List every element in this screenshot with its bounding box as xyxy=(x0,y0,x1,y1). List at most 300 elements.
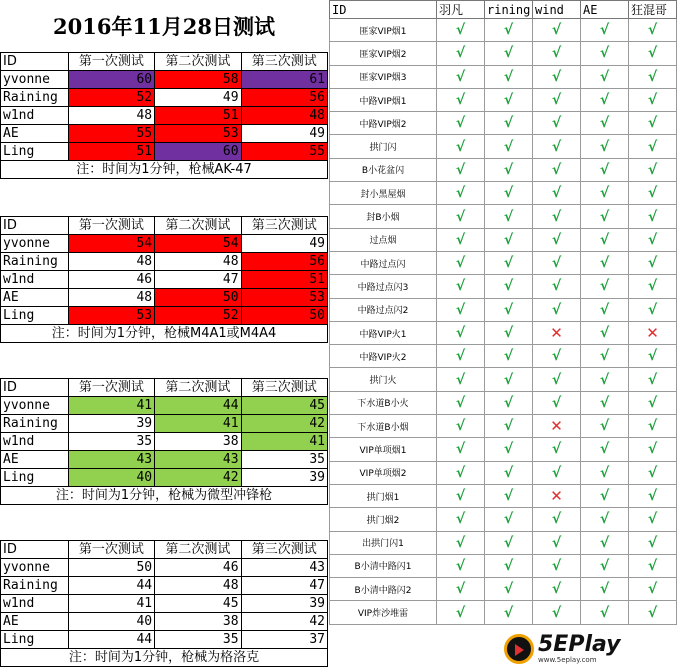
score-cell: 48 xyxy=(155,253,241,271)
mark-cell xyxy=(629,205,677,228)
mark-cell xyxy=(629,531,677,554)
check-icon: √ xyxy=(503,208,514,225)
score-cell: 61 xyxy=(241,71,327,89)
skill-row xyxy=(330,298,677,321)
table-row xyxy=(1,631,328,649)
check-icon: √ xyxy=(599,92,610,109)
skill-row xyxy=(330,578,677,601)
table-header-row xyxy=(1,379,328,397)
check-icon: √ xyxy=(647,68,658,85)
mark-cell xyxy=(533,88,581,111)
mark-cell xyxy=(485,508,533,531)
skill-row xyxy=(330,554,677,577)
mark-cell xyxy=(437,368,485,391)
skill-label: 匪家VIP烟3 xyxy=(330,65,437,88)
brand-logo xyxy=(504,632,654,666)
check-icon: √ xyxy=(503,464,514,481)
mark-cell xyxy=(485,182,533,205)
check-icon: √ xyxy=(599,557,610,574)
mark-cell xyxy=(533,508,581,531)
check-icon: √ xyxy=(455,208,466,225)
check-icon: √ xyxy=(455,325,466,341)
player-header: AE xyxy=(581,1,629,19)
check-icon: √ xyxy=(599,348,610,365)
table-note: 注：时间为1分钟，枪械为格洛克 xyxy=(1,649,328,667)
score-cell: 42 xyxy=(241,415,327,433)
table-row xyxy=(1,143,328,161)
check-icon: √ xyxy=(647,418,658,435)
mark-cell xyxy=(581,135,629,158)
check-icon: √ xyxy=(503,371,514,388)
score-cell: 40 xyxy=(68,613,154,631)
check-icon: √ xyxy=(647,138,658,155)
score-cell: 54 xyxy=(155,235,241,253)
mark-cell xyxy=(581,88,629,111)
mark-cell xyxy=(437,42,485,65)
check-icon: √ xyxy=(551,511,562,528)
mark-cell xyxy=(485,205,533,228)
score-cell: 44 xyxy=(68,577,154,595)
skills-panel xyxy=(329,0,668,668)
mark-cell xyxy=(533,415,581,438)
skill-row xyxy=(330,438,677,461)
mark-cell xyxy=(437,484,485,507)
check-icon: √ xyxy=(647,488,658,505)
skill-label: 中路过点闪3 xyxy=(330,275,437,298)
mark-cell xyxy=(581,205,629,228)
mark-cell xyxy=(485,345,533,368)
skills-header-id: ID xyxy=(330,1,437,19)
cross-icon: ✕ xyxy=(646,324,659,342)
score-cell: 51 xyxy=(68,143,154,161)
mark-cell xyxy=(437,19,485,42)
mark-cell xyxy=(485,531,533,554)
mark-cell xyxy=(485,298,533,321)
mark-cell xyxy=(533,275,581,298)
check-icon: √ xyxy=(455,511,466,528)
mark-cell xyxy=(485,601,533,624)
check-icon: √ xyxy=(455,394,466,411)
skill-row xyxy=(330,368,677,391)
table-row xyxy=(1,559,328,577)
logo-url: www.5eplay.com xyxy=(538,656,597,664)
table-header-row xyxy=(1,217,328,235)
skill-row xyxy=(330,601,677,624)
column-header-test-1: 第一次测试 xyxy=(68,217,154,235)
mark-cell xyxy=(485,135,533,158)
check-icon: √ xyxy=(455,581,466,598)
mark-cell xyxy=(533,484,581,507)
check-icon: √ xyxy=(455,45,466,62)
player-id: yvonne xyxy=(1,397,69,415)
mark-cell xyxy=(533,531,581,554)
check-icon: √ xyxy=(455,371,466,388)
check-icon: √ xyxy=(647,278,658,295)
table-row xyxy=(1,71,328,89)
cross-icon: ✕ xyxy=(550,487,563,506)
score-cell: 50 xyxy=(68,559,154,577)
column-header-test-2: 第二次测试 xyxy=(155,379,241,397)
mark-cell xyxy=(581,182,629,205)
table-row xyxy=(1,271,328,289)
score-cell: 49 xyxy=(241,125,327,143)
mark-cell xyxy=(581,484,629,507)
check-icon: √ xyxy=(599,255,610,272)
player-id: yvonne xyxy=(1,235,69,253)
mark-cell xyxy=(629,601,677,624)
check-icon: √ xyxy=(503,488,514,505)
check-icon: √ xyxy=(551,301,562,318)
left-panel xyxy=(0,0,328,668)
skill-label: VIP单项烟1 xyxy=(330,438,437,461)
check-icon: √ xyxy=(503,22,514,39)
check-icon: √ xyxy=(647,208,658,225)
cross-icon: ✕ xyxy=(550,324,563,342)
mark-cell xyxy=(581,578,629,601)
column-header-test-3: 第三次测试 xyxy=(241,53,327,71)
mark-cell xyxy=(629,438,677,461)
check-icon: √ xyxy=(503,185,514,202)
skill-row xyxy=(330,158,677,181)
score-cell: 51 xyxy=(241,271,327,289)
score-cell: 52 xyxy=(68,89,154,107)
note-row xyxy=(1,161,328,179)
skill-row xyxy=(330,484,677,507)
table-row xyxy=(1,415,328,433)
table-row xyxy=(1,289,328,307)
score-cell: 35 xyxy=(68,433,154,451)
skill-label: 中路VIP火2 xyxy=(330,345,437,368)
mark-cell xyxy=(437,554,485,577)
cross-icon: ✕ xyxy=(550,417,563,436)
skill-label: 匪家VIP烟1 xyxy=(330,19,437,42)
mark-cell xyxy=(485,251,533,274)
column-header-test-3: 第三次测试 xyxy=(241,379,327,397)
mark-cell xyxy=(485,578,533,601)
mark-cell xyxy=(437,205,485,228)
player-header: 狂混哥 xyxy=(629,1,677,19)
check-icon: √ xyxy=(599,325,610,341)
skill-row xyxy=(330,275,677,298)
note-row xyxy=(1,325,328,343)
score-cell: 48 xyxy=(155,577,241,595)
score-cell: 43 xyxy=(241,559,327,577)
score-cell: 49 xyxy=(241,235,327,253)
score-cell: 39 xyxy=(68,415,154,433)
skill-label: 中路VIP火1 xyxy=(330,321,437,344)
mark-cell xyxy=(437,438,485,461)
check-icon: √ xyxy=(599,534,610,551)
check-icon: √ xyxy=(599,161,610,178)
check-icon: √ xyxy=(455,348,466,365)
skill-row xyxy=(330,112,677,135)
check-icon: √ xyxy=(647,161,658,178)
skill-row xyxy=(330,531,677,554)
player-id: w1nd xyxy=(1,107,69,125)
mark-cell xyxy=(581,368,629,391)
player-id: Raining xyxy=(1,253,69,271)
mark-cell xyxy=(533,251,581,274)
mark-cell xyxy=(629,228,677,251)
mark-cell xyxy=(485,112,533,135)
mark-cell xyxy=(533,205,581,228)
mark-cell xyxy=(581,65,629,88)
check-icon: √ xyxy=(599,22,610,39)
skill-label: 拱门烟1 xyxy=(330,484,437,507)
check-icon: √ xyxy=(647,394,658,411)
table-row xyxy=(1,433,328,451)
mark-cell xyxy=(629,135,677,158)
logo-brand: 5EPlay xyxy=(538,632,621,657)
mark-cell xyxy=(581,19,629,42)
mark-cell xyxy=(485,391,533,414)
check-icon: √ xyxy=(647,441,658,458)
check-icon: √ xyxy=(503,581,514,598)
mark-cell xyxy=(629,65,677,88)
check-icon: √ xyxy=(599,138,610,155)
mark-cell xyxy=(533,438,581,461)
score-cell: 53 xyxy=(68,307,154,325)
mark-cell xyxy=(581,438,629,461)
skill-label: 匪家VIP烟2 xyxy=(330,42,437,65)
player-id: yvonne xyxy=(1,559,69,577)
mark-cell xyxy=(485,484,533,507)
check-icon: √ xyxy=(503,161,514,178)
mark-cell xyxy=(533,298,581,321)
check-icon: √ xyxy=(647,115,658,132)
mark-cell xyxy=(629,158,677,181)
score-cell: 44 xyxy=(68,631,154,649)
check-icon: √ xyxy=(455,185,466,202)
check-icon: √ xyxy=(599,418,610,435)
check-icon: √ xyxy=(599,68,610,85)
check-icon: √ xyxy=(503,138,514,155)
mark-cell xyxy=(629,275,677,298)
score-cell: 42 xyxy=(241,613,327,631)
logo-icon xyxy=(504,634,534,664)
mark-cell xyxy=(629,508,677,531)
table-row xyxy=(1,595,328,613)
check-icon: √ xyxy=(503,255,514,272)
check-icon: √ xyxy=(599,511,610,528)
player-id: w1nd xyxy=(1,595,69,613)
score-cell: 40 xyxy=(68,469,154,487)
skill-label: 中路VIP烟2 xyxy=(330,112,437,135)
check-icon: √ xyxy=(551,604,562,621)
player-id: Ling xyxy=(1,307,69,325)
check-icon: √ xyxy=(503,301,514,318)
score-cell: 53 xyxy=(155,125,241,143)
score-cell: 54 xyxy=(68,235,154,253)
skill-row xyxy=(330,19,677,42)
mark-cell xyxy=(533,182,581,205)
check-icon: √ xyxy=(551,68,562,85)
mark-cell xyxy=(581,508,629,531)
check-icon: √ xyxy=(599,488,610,505)
check-icon: √ xyxy=(599,604,610,621)
check-icon: √ xyxy=(503,441,514,458)
check-icon: √ xyxy=(503,45,514,62)
check-icon: √ xyxy=(599,371,610,388)
note-row xyxy=(1,487,328,505)
mark-cell xyxy=(629,345,677,368)
skill-label: 中路过点闪 xyxy=(330,251,437,274)
mark-cell xyxy=(533,65,581,88)
mark-cell xyxy=(581,531,629,554)
player-id: Ling xyxy=(1,143,69,161)
table-header-row xyxy=(1,53,328,71)
score-cell: 49 xyxy=(155,89,241,107)
score-cell: 47 xyxy=(241,577,327,595)
mark-cell xyxy=(437,88,485,111)
check-icon: √ xyxy=(455,22,466,39)
score-cell: 46 xyxy=(68,271,154,289)
player-id: w1nd xyxy=(1,433,69,451)
note-row xyxy=(1,649,328,667)
player-header: wind xyxy=(533,1,581,19)
mark-cell xyxy=(629,368,677,391)
mark-cell xyxy=(437,531,485,554)
mark-cell xyxy=(533,135,581,158)
score-cell: 41 xyxy=(68,595,154,613)
mark-cell xyxy=(437,112,485,135)
check-icon: √ xyxy=(503,231,514,248)
skill-label: VIP炸沙堆雷 xyxy=(330,601,437,624)
mark-cell xyxy=(437,135,485,158)
mark-cell xyxy=(629,19,677,42)
mark-cell xyxy=(437,251,485,274)
player-id: Raining xyxy=(1,577,69,595)
check-icon: √ xyxy=(551,92,562,109)
check-icon: √ xyxy=(551,394,562,411)
skill-row xyxy=(330,205,677,228)
mark-cell xyxy=(533,554,581,577)
mark-cell xyxy=(629,112,677,135)
mark-cell xyxy=(437,321,485,344)
mark-cell xyxy=(581,415,629,438)
player-id: AE xyxy=(1,289,69,307)
skill-row xyxy=(330,391,677,414)
mark-cell xyxy=(629,42,677,65)
score-cell: 41 xyxy=(241,433,327,451)
mark-cell xyxy=(629,321,677,344)
score-cell: 55 xyxy=(68,125,154,143)
skill-row xyxy=(330,461,677,484)
check-icon: √ xyxy=(455,534,466,551)
mark-cell xyxy=(485,321,533,344)
score-cell: 39 xyxy=(241,595,327,613)
player-id: AE xyxy=(1,613,69,631)
mark-cell xyxy=(629,182,677,205)
column-header-id: ID xyxy=(1,217,69,235)
mark-cell xyxy=(485,554,533,577)
check-icon: √ xyxy=(551,45,562,62)
mark-cell xyxy=(485,228,533,251)
score-table-3 xyxy=(0,378,328,505)
skill-row xyxy=(330,88,677,111)
mark-cell xyxy=(437,578,485,601)
check-icon: √ xyxy=(455,255,466,272)
check-icon: √ xyxy=(503,278,514,295)
score-cell: 50 xyxy=(155,289,241,307)
check-icon: √ xyxy=(551,348,562,365)
mark-cell xyxy=(581,251,629,274)
score-cell: 51 xyxy=(155,107,241,125)
skill-row xyxy=(330,415,677,438)
check-icon: √ xyxy=(503,394,514,411)
check-icon: √ xyxy=(647,231,658,248)
check-icon: √ xyxy=(551,138,562,155)
mark-cell xyxy=(533,228,581,251)
table-row xyxy=(1,307,328,325)
mark-cell xyxy=(485,19,533,42)
mark-cell xyxy=(437,158,485,181)
mark-cell xyxy=(629,298,677,321)
mark-cell xyxy=(581,275,629,298)
player-id: Ling xyxy=(1,631,69,649)
mark-cell xyxy=(485,368,533,391)
score-cell: 41 xyxy=(68,397,154,415)
score-cell: 50 xyxy=(241,307,327,325)
score-table-4 xyxy=(0,540,328,667)
score-cell: 48 xyxy=(68,289,154,307)
check-icon: √ xyxy=(551,371,562,388)
mark-cell xyxy=(581,298,629,321)
check-icon: √ xyxy=(647,371,658,388)
table-row xyxy=(1,89,328,107)
player-id: Ling xyxy=(1,469,69,487)
table-row xyxy=(1,253,328,271)
check-icon: √ xyxy=(599,231,610,248)
skill-label: 封B小烟 xyxy=(330,205,437,228)
score-cell: 43 xyxy=(68,451,154,469)
mark-cell xyxy=(485,158,533,181)
check-icon: √ xyxy=(455,278,466,295)
score-cell: 52 xyxy=(155,307,241,325)
skill-label: 中路过点闪2 xyxy=(330,298,437,321)
table-header-row xyxy=(1,541,328,559)
player-id: yvonne xyxy=(1,71,69,89)
score-table-2 xyxy=(0,216,328,343)
mark-cell xyxy=(581,42,629,65)
score-cell: 37 xyxy=(241,631,327,649)
check-icon: √ xyxy=(647,557,658,574)
table-note: 注：时间为1分钟，枪械为微型冲锋枪 xyxy=(1,487,328,505)
score-cell: 48 xyxy=(241,107,327,125)
skill-row xyxy=(330,182,677,205)
check-icon: √ xyxy=(551,231,562,248)
skill-label: 出拱门闪1 xyxy=(330,531,437,554)
mark-cell xyxy=(581,112,629,135)
check-icon: √ xyxy=(503,511,514,528)
score-cell: 42 xyxy=(155,469,241,487)
skill-row xyxy=(330,321,677,344)
mark-cell xyxy=(437,415,485,438)
player-id: w1nd xyxy=(1,271,69,289)
check-icon: √ xyxy=(551,278,562,295)
score-cell: 60 xyxy=(155,143,241,161)
skill-label: 下水道B小烟 xyxy=(330,415,437,438)
mark-cell xyxy=(629,391,677,414)
skill-label: 拱门火 xyxy=(330,368,437,391)
mark-cell xyxy=(485,415,533,438)
mark-cell xyxy=(485,42,533,65)
table-row xyxy=(1,235,328,253)
mark-cell xyxy=(485,88,533,111)
player-id: Raining xyxy=(1,415,69,433)
check-icon: √ xyxy=(455,464,466,481)
mark-cell xyxy=(437,391,485,414)
